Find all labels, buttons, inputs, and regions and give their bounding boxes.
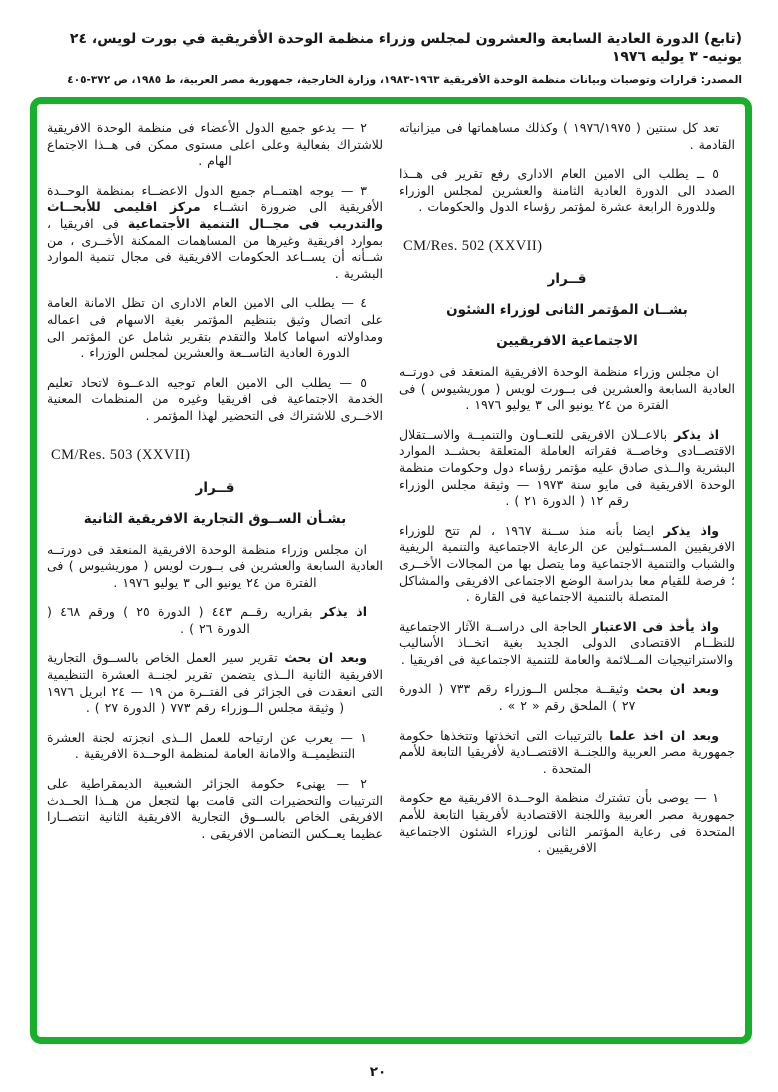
paragraph-text: وثيقــة مجلس الــوزراء رقم ٧٣٣ ( الدورة ٢٧ ) الملحق رقم « ٢ » . [399,681,636,714]
paragraph-lead-bold: وبعد ان بحث [635,681,719,697]
paragraph-text: الحاجة الى دراســة الآثار الاجتماعية للنظــام الاقتصادى الدولى الجديد بغية اتخــاذ الأساليب والاستراتيجيات المــلائمة والعامة للتنمية الاجتماعية فى افريقيا . [399,618,735,667]
paragraph-lead-bold: مركز اقليمى للأبحــاث والتدريب فى مجــال التنمية الأجتماعية [47,199,383,231]
paragraph [399,364,735,414]
paragraph [47,183,383,283]
paragraph-text: بالترتيبات التى اتخذتها وتتخذها حكومة جمهورية مصر العربية واللجنــة الاقتصــادية لأفريقيا التابعة للأمم المتحدة . [399,727,735,776]
paragraph-text: ٢ — يهنىء حكومة الجزائر الشعبية الديمقراطية على الترتيبات والتحضيرات التى قامت بها لتجعل من هــذا الحــدث الافريقى الخاص بالســوق التجارية الافريقية الثانية انتصــارا عظيما يعــكس التضامن الافريقى . [47,776,383,841]
paragraph [47,650,383,716]
paragraph-text: فى افريقيا ، بموارد افريقية وغيرها من المساهمات الممكنة الأخــرى ، من شــأنه أن يســاعد الحكومات الافريقية فى مجال تنمية الموارد البشرية . [47,215,383,281]
paragraph-lead-bold: وبعد ان اخذ علما [609,727,719,743]
paragraph-text: بقراريه رقــم ٤٤٣ ( الدورة ٢٥ ) ورقم ٤٦٨ ( الدورة ٢٦ ) . [47,604,321,636]
paragraph-text: ايضا بأنه منذ ســنة ١٩٦٧ ، لم تتح للوزراء الافريقيين المســئولين عن الرعاية الاجتماعية والتنمية الريفية والشباب والتنمية الاجتماعية وما يتصل بها من المجالات الأخــرى ؛ فرصة للقيام معا بدراسة الوضع الاجتماعى الافريقى والمشاكل المتصلة بالتنمية الاجتماعية فى القارة . [399,522,735,605]
source-citation: المصدر: قرارات وتوصيات وبيانات منظمة الوحدة الأفريقية ١٩٦٣-١٩٨٣، وزارة الخارجية، جمهورية مصر العربية، ط ١٩٨٥، ص ٣٧٢-٤٠٥ [67,74,742,87]
paragraph [399,523,735,606]
column-left [47,120,383,1037]
paragraph-text: تقرير سير العمل الخاص بالســوق التجارية الافريقية الثانية الــذى يتضمن تقرير لجنــة العشرة التنظيمية التى انعقدت فى الجزائر فى الفتــرة من ١٩ — ٢٤ ابريل ١٩٧٦ ( وثيقة مجلس الــوزراء رقم ٧٧٣ ( الدورة ٢٧ ) . [47,650,383,716]
paragraph-text: ان مجلس وزراء منظمة الوحدة الافريقية المنعقد فى دورتــه العادية السابعة والعشرين فى بــورت لويس ( موريشيوس ) فى الفترة من ٢٤ يونيو الى ٣ يوليو ١٩٧٦ . [47,541,383,590]
resolution-number: CM/Res. 503 (XXVII) [51,446,191,463]
paragraph [399,619,735,669]
resolution-heading: قــرار [195,479,235,496]
page-header [36,30,742,86]
page-number: ٢٠ [369,1064,387,1080]
resolution-heading: بشــان المؤتمر الثانى لوزراء الشئون [446,301,688,318]
resolution-number: CM/Res. 502 (XXVII) [403,237,543,254]
resolution-heading: بشـأن الســوق التجارية الافريقية الثانية [83,510,347,527]
paragraph [399,120,735,153]
paragraph [47,730,383,763]
paragraph [47,375,383,425]
resolution-heading: الاجتماعية الافريقيين [496,332,638,349]
paragraph-lead-bold: واذ يذكر [663,522,720,538]
paragraph-text: ٥ ــ يطلب الى الامين العام الادارى رفع تقرير فى هــذا الصدد الى الدورة العادية الثامنة والعشرين لمجلس الوزراء وللدورة الرابعة عشرة لمؤتمر رؤساء الدول والحكومات . [399,166,735,215]
paragraph [47,120,383,170]
paragraph-text: ٢ — يدعو جميع الدول الأعضاء فى منظمة الوحدة الافريقية للاشتراك بفعالية وعلى اعلى مستوى ممكن فى هــذا الاجتماع الهام . [47,120,383,169]
paragraph-text: ٤ — يطلب الى الامين العام الادارى ان تظل الامانة العامة على اتصال وثيق بتنظيم المؤتمر بغية الاسهام فى اعماله ومداولاته اسهاما كاملا والتقدم بتقرير شامل عن المؤتمر الى الدورة العادية التاســعة والعشرين لمجلس الوزراء . [47,295,383,361]
paragraph-text: بالاعــلان الافريقى للتعــاون والتنميــة والاســتقلال الاقتصــادى وخاصــة فقراته العاملة المتعلقة بحشــد الموارد البشرية والــذى صادق عليه مؤتمر رؤساء دول وحكومات منظمة الوحدة الافريقية فى مايو سنة ١٩٧٣ — وثيقة مجلس الوزراء رقم ١٢ ( الدورة ٢١ ) . [399,426,735,509]
paragraph-lead-bold: واذ يأخذ فى الاعتبار [592,618,719,634]
paragraph-text: ٣ — يوجه اهتمــام جميع الدول الاعضــاء بمنظمة الوحــدة الأفريقية الى ضرورة انشــاء [47,182,384,215]
paragraph [399,166,735,216]
session-title: (تابع) الدورة العادية السابعة والعشرون لمجلس وزراء منظمة الوحدة الأفريقية في بورت لويس، ٢٤ يونيه- ٣ يوليه ١٩٧٦ [69,31,742,66]
paragraph-text: ٥ — يطلب الى الامين العام توجيه الدعــوة لاتحاد تعليم الخدمة الاجتماعية فى افريقيا وغيره من المنظمات المعنية الاخــرى للاشتراك فى التحضير لهذا المؤتمر . [47,374,383,423]
paragraph-text: ١ — يوصى بأن تشترك منظمة الوحــدة الافريقية مع حكومة جمهورية مصر العربية واللجنة الاقتصادية لأفريقيا التابعة للأمم المتحدة فى رعاية المؤتمر الثانى لوزراء الشئون الاجتماعية الافريقيين . [399,790,735,856]
paragraph [399,728,735,778]
paragraph-lead-bold: وبعد ان بحث [284,650,367,666]
paragraph [47,604,383,637]
resolution-heading: قــرار [547,270,587,287]
column-right [399,120,735,1037]
paragraph [47,542,383,592]
paragraph [47,295,383,361]
paragraph [399,681,735,714]
two-column-layout [47,120,735,1037]
paragraph [399,790,735,856]
paragraph-text: ١ — يعرب عن ارتياحه للعمل الــذى انجزته لجنة العشرة التنظيميــة والامانة العامة لمنظمة الوحــدة الافريقية . [47,729,367,762]
paragraph-lead-bold: اذ يذكر [674,426,719,442]
paragraph [47,776,383,842]
paragraph-lead-bold: اذ يذكر [320,604,367,620]
paragraph-text: ان مجلس وزراء منظمة الوحدة الافريقية المنعقد فى دورتــه العادية السابعة والعشرين فى بــورت لويس ( موريشيوس ) فى الفترة من ٢٤ يونيو الى ٣ يوليو ١٩٧٦ . [399,363,735,413]
content-frame [30,97,752,1044]
paragraph [399,427,735,510]
paragraph-text: تعد كل سنتين ( ١٩٧٦/١٩٧٥ ) وكذلك مساهماتها فى ميزانياته القادمة . [399,120,735,152]
